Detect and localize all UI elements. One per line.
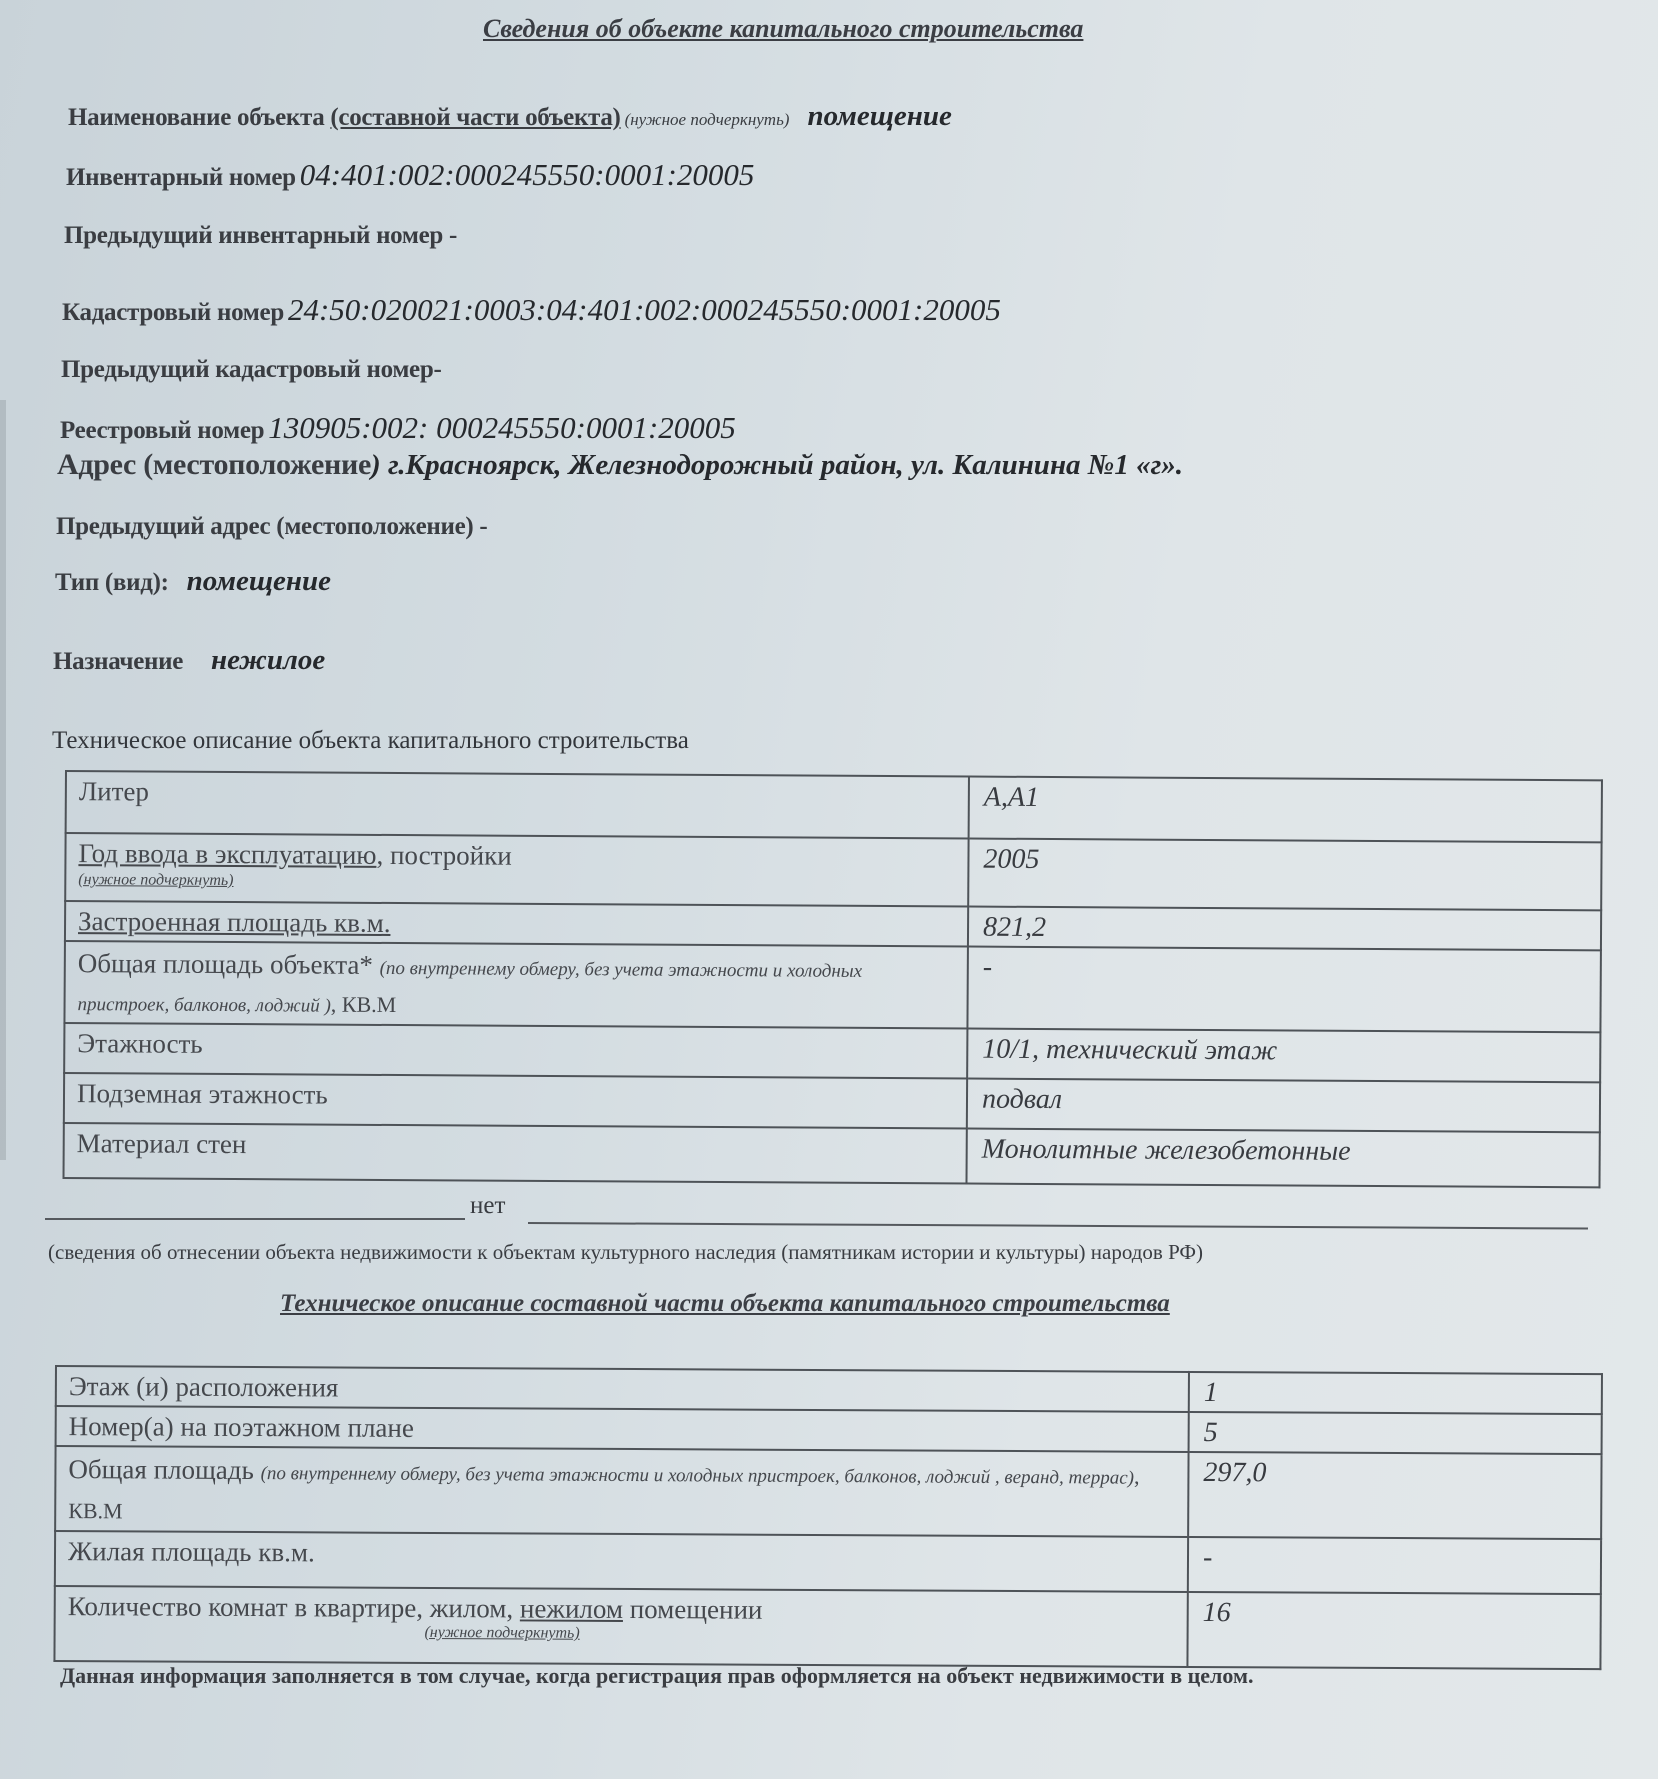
field-cadastral-number <box>62 292 1001 328</box>
field-label: Кадастровый номер <box>62 299 284 326</box>
part-description-heading: Техническое описание составной части объекта капитального строительства <box>280 1290 1170 1317</box>
field-object-name <box>68 100 952 133</box>
field-address <box>57 448 1183 482</box>
field-value: помещение <box>186 565 332 597</box>
table-row <box>55 1531 1601 1594</box>
row-value: Монолитные железобетонные <box>966 1129 1599 1188</box>
row-value: 297,0 <box>1188 1452 1601 1539</box>
field-label: Реестровый номер <box>60 417 265 444</box>
row-unit: , КВ.М <box>330 991 397 1018</box>
row-label: Этажность <box>64 1023 967 1079</box>
field-label: Наименование объекта <box>68 104 331 131</box>
table-row <box>64 941 1600 1032</box>
row-note: (нужное подчеркнуть) <box>424 1623 580 1642</box>
row-label: Этаж (и) расположения <box>56 1366 1189 1412</box>
field-prev-inventory-number <box>64 222 457 250</box>
row-label: Литер <box>66 771 969 839</box>
field-label: Инвентарный номер <box>66 164 296 191</box>
row-value: 1 <box>1189 1372 1602 1414</box>
field-label: Тип (вид): <box>55 569 169 596</box>
row-value: - <box>967 947 1600 1033</box>
row-label-text: Общая площадь <box>68 1454 261 1486</box>
field-label: Назначение <box>53 648 183 675</box>
heritage-value: нет <box>470 1192 506 1219</box>
field-prev-cadastral-number <box>61 356 442 384</box>
part-tech-table <box>53 1365 1603 1670</box>
row-label-underlined: Застроенная площадь кв.м. <box>77 906 391 938</box>
page-edge-shadow <box>0 400 6 1160</box>
field-value: 04:401:002:000245550:0001:20005 <box>299 157 755 192</box>
field-label: Адрес (местоположение <box>57 448 372 481</box>
row-unit: , КВ.М <box>68 1463 1140 1524</box>
field-label: Предыдущий инвентарный номер - <box>64 222 458 249</box>
row-label-underlined: Год ввода в эксплуатацию <box>78 838 377 870</box>
table-row <box>64 1123 1600 1187</box>
field-inventory-number <box>66 157 754 193</box>
field-prev-address <box>56 513 487 541</box>
row-label-rest: помещении <box>622 1593 763 1625</box>
row-label-text: Количество комнат в квартире, жилом, <box>67 1591 520 1624</box>
row-value: 2005 <box>968 839 1601 911</box>
tech-description-heading: Техническое описание объекта капитального строительства <box>52 727 689 754</box>
row-label <box>65 901 968 947</box>
object-tech-table <box>63 770 1603 1188</box>
heritage-underline-left <box>45 1218 465 1220</box>
field-type <box>55 565 331 598</box>
field-value: 130905:002: 000245550:0001:20005 <box>268 410 736 445</box>
row-label-underlined: нежилом <box>519 1593 624 1624</box>
row-label: Материал стен <box>64 1123 967 1184</box>
row-value: А,А1 <box>969 777 1602 843</box>
table-row <box>65 833 1601 910</box>
field-registry-number <box>60 410 736 446</box>
row-label <box>55 1446 1188 1537</box>
row-label <box>65 833 968 907</box>
row-label <box>54 1586 1187 1667</box>
field-label: Предыдущий адрес (местоположение) - <box>56 513 488 540</box>
row-label: Подземная этажность <box>64 1073 967 1129</box>
table-row <box>66 771 1602 842</box>
field-purpose <box>53 644 325 677</box>
row-note: (по внутреннему обмеру, без учета этажности и холодных пристроек, балконов, лоджий , веранд, террас) <box>260 1463 1135 1489</box>
field-label: Предыдущий кадастровый номер- <box>61 356 442 383</box>
table-row <box>55 1446 1601 1539</box>
field-note: (нужное подчеркнуть) <box>624 110 790 129</box>
field-value: нежилое <box>211 644 326 676</box>
row-note: (по внутреннему обмеру, без учета этажности и холодных пристроек, балконов, лоджий ) <box>77 957 863 1017</box>
row-label <box>64 941 967 1029</box>
row-value: 10/1, технический этаж <box>967 1029 1600 1083</box>
row-value: 16 <box>1187 1592 1600 1669</box>
row-note: (нужное подчеркнуть) <box>78 871 234 890</box>
row-value: 821,2 <box>968 907 1601 951</box>
field-value: помещение <box>807 100 952 132</box>
heritage-caption: (сведения об отнесении объекта недвижимости к объектам культурного наследия (памятникам истории и культуры) народов РФ) <box>48 1240 1203 1264</box>
row-label-text: Общая площадь объекта* <box>77 948 380 980</box>
field-label-underlined: (составной части объекта) <box>330 104 621 131</box>
row-value: - <box>1188 1537 1601 1594</box>
row-label: Номер(а) на поэтажном плане <box>56 1406 1189 1452</box>
table-row <box>54 1586 1600 1669</box>
row-label-rest: , постройки <box>376 839 512 871</box>
footer-note: Данная информация заполняется в том случае, когда регистрация прав оформляется на объект недвижимости в целом. <box>60 1663 1254 1688</box>
row-label: Жилая площадь кв.м. <box>55 1531 1188 1592</box>
row-value: 5 <box>1189 1412 1602 1454</box>
field-value: 24:50:020021:0003:04:401:002:000245550:0001:20005 <box>287 292 1001 327</box>
field-value: ) г.Красноярск, Железнодорожный район, ул. Калинина №1 «г». <box>371 449 1184 481</box>
row-value: подвал <box>967 1079 1600 1133</box>
document-title: Сведения об объекте капитального строительства <box>483 14 1084 43</box>
heritage-underline-right <box>528 1222 1588 1230</box>
